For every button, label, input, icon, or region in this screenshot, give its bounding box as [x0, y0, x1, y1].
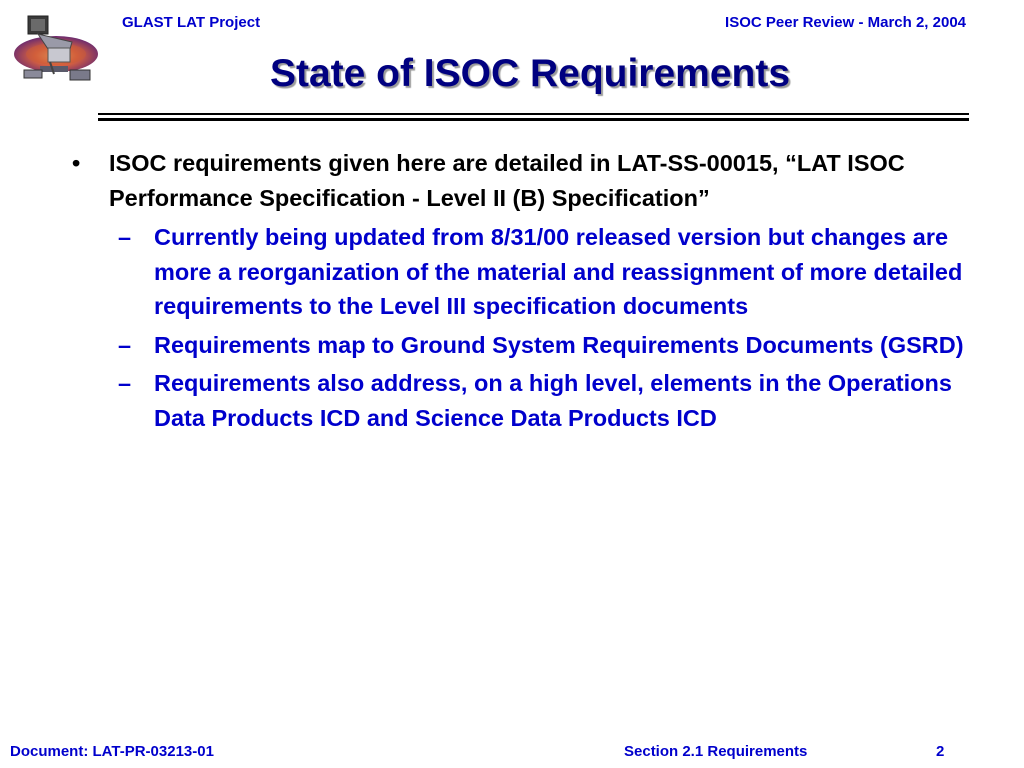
- sub-bullet-item: [118, 220, 972, 324]
- sub-bullet-text: Currently being updated from 8/31/00 released version but changes are more a reorganization of the material and reassignment of more detailed requirements to the Level III specification documents: [154, 224, 963, 319]
- footer-page-number: 2: [936, 743, 945, 760]
- title-divider-thick: [98, 118, 969, 121]
- bullet-marker: •: [72, 150, 81, 176]
- header-review-date: ISOC Peer Review - March 2, 2004: [725, 14, 966, 31]
- sub-bullet-text: Requirements map to Ground System Requirements Documents (GSRD): [154, 331, 964, 358]
- sub-bullet-item: [118, 328, 972, 363]
- header-project: GLAST LAT Project: [122, 14, 261, 31]
- slide-title: State of ISOC Requirements: [269, 52, 791, 95]
- sub-bullet-marker: –: [118, 331, 132, 358]
- bullet-text: ISOC requirements given here are detailed in LAT-SS-00015, “LAT ISOC Performance Specification - Level II (B) Specification”: [109, 150, 905, 211]
- sub-bullet-marker: –: [118, 370, 132, 396]
- sub-bullet-marker: –: [118, 224, 132, 250]
- bullet-item: [72, 146, 972, 216]
- footer-section: Section 2.1 Requirements: [624, 743, 808, 760]
- sub-bullet-item: [118, 366, 972, 435]
- slide-body: [72, 146, 972, 435]
- title-divider-thin: [98, 113, 969, 115]
- sub-bullet-text: Requirements also address, on a high level, elements in the Operations Data Products ICD and Science Data Products ICD: [154, 370, 952, 431]
- footer-document-id: Document: LAT-PR-03213-01: [10, 743, 214, 760]
